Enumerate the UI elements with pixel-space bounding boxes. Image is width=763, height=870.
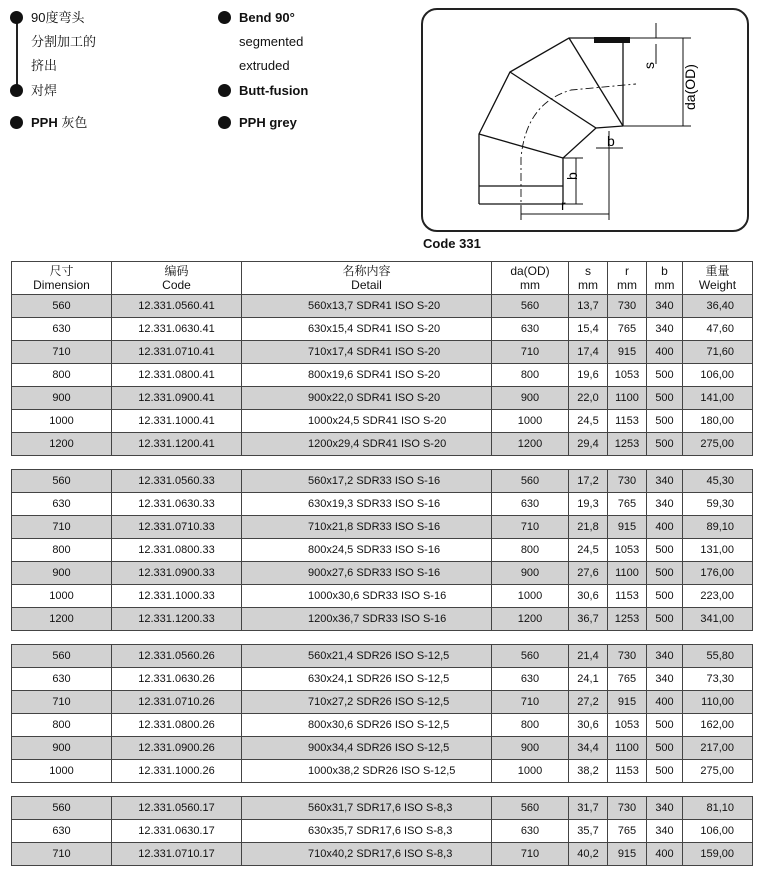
column-header-en: mm [578, 278, 598, 292]
bullet-icon [218, 84, 231, 97]
cell-da: 800 [492, 539, 569, 562]
cell-da: 560 [492, 797, 569, 820]
table-row [12, 539, 753, 562]
cell-da: 630 [492, 668, 569, 691]
cell-code: 12.331.1000.33 [112, 585, 242, 608]
cell-weight: 55,80 [683, 645, 753, 668]
cell-code: 12.331.0560.41 [112, 295, 242, 318]
spacer-cell [647, 783, 683, 797]
cell-code: 12.331.0710.26 [112, 691, 242, 714]
cell-detail: 630x15,4 SDR41 ISO S-20 [242, 318, 492, 341]
spacer-cell [112, 783, 242, 797]
spacer-cell [608, 456, 647, 470]
cell-da: 1200 [492, 433, 569, 456]
cell-weight: 176,00 [683, 562, 753, 585]
column-header-r [608, 262, 647, 295]
cell-weight: 180,00 [683, 410, 753, 433]
cell-da: 560 [492, 470, 569, 493]
cell-weight: 141,00 [683, 387, 753, 410]
cell-r: 1153 [608, 410, 647, 433]
cell-dimension: 800 [12, 364, 112, 387]
cell-weight: 106,00 [683, 364, 753, 387]
cell-da: 1000 [492, 760, 569, 783]
cell-da: 1200 [492, 608, 569, 631]
cell-detail: 1000x24,5 SDR41 ISO S-20 [242, 410, 492, 433]
cell-r: 1253 [608, 608, 647, 631]
dim-b-top-label: b [607, 133, 615, 149]
spacer-cell [569, 631, 608, 645]
table-row [12, 470, 753, 493]
cn-butt-fusion-label: 对焊 [31, 83, 58, 98]
cell-b: 340 [647, 820, 683, 843]
cell-r: 765 [608, 668, 647, 691]
cell-dimension: 1000 [12, 760, 112, 783]
cell-code: 12.331.0710.17 [112, 843, 242, 866]
column-header-da [492, 262, 569, 295]
spacer-cell [12, 456, 112, 470]
dimensions-table [11, 261, 753, 866]
spacer-cell [647, 631, 683, 645]
cell-s: 19,3 [569, 493, 608, 516]
cell-b: 500 [647, 539, 683, 562]
cn-segmented-label: 分割加工的 [31, 34, 97, 49]
cell-s: 22,0 [569, 387, 608, 410]
bend-drawing-svg [421, 8, 749, 232]
column-header-dimension [12, 262, 112, 295]
bullet-icon [218, 116, 231, 129]
table-row [12, 562, 753, 585]
cell-detail: 1200x36,7 SDR33 ISO S-16 [242, 608, 492, 631]
dim-s-label: s [641, 62, 657, 69]
column-header-en: Code [162, 278, 191, 292]
table-row [12, 341, 753, 364]
cell-weight: 223,00 [683, 585, 753, 608]
cell-detail: 560x31,7 SDR17,6 ISO S-8,3 [242, 797, 492, 820]
cell-da: 710 [492, 691, 569, 714]
cell-r: 1053 [608, 364, 647, 387]
cell-detail: 1200x29,4 SDR41 ISO S-20 [242, 433, 492, 456]
cell-weight: 47,60 [683, 318, 753, 341]
dim-r-label: r [561, 197, 566, 213]
cell-code: 12.331.0630.26 [112, 668, 242, 691]
cell-r: 765 [608, 820, 647, 843]
cell-s: 21,8 [569, 516, 608, 539]
cell-dimension: 1000 [12, 410, 112, 433]
cell-b: 340 [647, 668, 683, 691]
spacer-cell [12, 783, 112, 797]
cell-dimension: 710 [12, 516, 112, 539]
cell-dimension: 630 [12, 668, 112, 691]
spacer-cell [647, 456, 683, 470]
cell-r: 730 [608, 645, 647, 668]
cell-b: 500 [647, 737, 683, 760]
cell-code: 12.331.0800.26 [112, 714, 242, 737]
cell-r: 915 [608, 341, 647, 364]
cell-r: 1053 [608, 714, 647, 737]
spacer-cell [608, 783, 647, 797]
table-row [12, 737, 753, 760]
cell-r: 765 [608, 318, 647, 341]
cell-b: 340 [647, 295, 683, 318]
cell-s: 19,6 [569, 364, 608, 387]
cell-b: 500 [647, 714, 683, 737]
cell-da: 710 [492, 516, 569, 539]
cell-detail: 560x17,2 SDR33 ISO S-16 [242, 470, 492, 493]
cell-detail: 710x21,8 SDR33 ISO S-16 [242, 516, 492, 539]
en-pph-grey-label: PPH grey [239, 115, 297, 130]
cell-r: 730 [608, 295, 647, 318]
cell-weight: 81,10 [683, 797, 753, 820]
cell-dimension: 710 [12, 843, 112, 866]
cell-r: 915 [608, 843, 647, 866]
table-row [12, 645, 753, 668]
cell-s: 24,5 [569, 539, 608, 562]
cn-extruded-label: 挤出 [31, 58, 58, 73]
cell-da: 630 [492, 820, 569, 843]
cell-detail: 1000x38,2 SDR26 ISO S-12,5 [242, 760, 492, 783]
cell-s: 31,7 [569, 797, 608, 820]
table-row [12, 843, 753, 866]
technical-drawing [421, 8, 749, 232]
column-header-cn: 名称内容 [342, 264, 391, 278]
table-header-row [12, 262, 753, 295]
cell-dimension: 1200 [12, 608, 112, 631]
cell-weight: 59,30 [683, 493, 753, 516]
diagram-caption: Code 331 [423, 236, 481, 251]
bullet-icon [10, 11, 23, 24]
cell-code: 12.331.1200.33 [112, 608, 242, 631]
column-header-en: mm [520, 278, 540, 292]
table-row [12, 714, 753, 737]
table-row [12, 691, 753, 714]
cell-b: 500 [647, 364, 683, 387]
column-header-cn: 尺寸 [49, 264, 74, 278]
spacer-cell [112, 631, 242, 645]
cell-detail: 710x40,2 SDR17,6 ISO S-8,3 [242, 843, 492, 866]
en-extruded-label: extruded [239, 58, 290, 73]
cell-b: 340 [647, 470, 683, 493]
cell-detail: 710x17,4 SDR41 ISO S-20 [242, 341, 492, 364]
cell-b: 500 [647, 608, 683, 631]
cell-code: 12.331.0800.41 [112, 364, 242, 387]
cell-r: 730 [608, 470, 647, 493]
cn-pph-grey-label [31, 115, 87, 131]
column-header-cn: s [585, 264, 591, 278]
cn-bend-label: 90度弯头 [31, 10, 85, 25]
cell-dimension: 800 [12, 539, 112, 562]
cell-s: 30,6 [569, 585, 608, 608]
cell-b: 400 [647, 691, 683, 714]
cell-r: 1100 [608, 737, 647, 760]
cell-code: 12.331.0800.33 [112, 539, 242, 562]
cell-b: 500 [647, 433, 683, 456]
cell-b: 500 [647, 410, 683, 433]
cell-weight: 45,30 [683, 470, 753, 493]
cell-b: 500 [647, 387, 683, 410]
cell-r: 1100 [608, 387, 647, 410]
cell-s: 15,4 [569, 318, 608, 341]
spacer-cell [242, 631, 492, 645]
en-butt-fusion-label: Butt-fusion [239, 83, 309, 98]
cell-s: 13,7 [569, 295, 608, 318]
cell-detail: 800x19,6 SDR41 ISO S-20 [242, 364, 492, 387]
bullet-icon [10, 84, 23, 97]
legend-connector-line [16, 18, 18, 88]
cell-weight: 217,00 [683, 737, 753, 760]
cell-s: 24,1 [569, 668, 608, 691]
column-header-en: Dimension [33, 278, 90, 292]
cell-s: 38,2 [569, 760, 608, 783]
cell-dimension: 900 [12, 737, 112, 760]
table-row [12, 797, 753, 820]
cell-dimension: 560 [12, 295, 112, 318]
table-row [12, 493, 753, 516]
cell-code: 12.331.0560.33 [112, 470, 242, 493]
cell-detail: 630x24,1 SDR26 ISO S-12,5 [242, 668, 492, 691]
column-header-s [569, 262, 608, 295]
cell-r: 915 [608, 516, 647, 539]
cell-s: 17,2 [569, 470, 608, 493]
spacer-cell [569, 783, 608, 797]
cell-detail: 630x19,3 SDR33 ISO S-16 [242, 493, 492, 516]
cell-da: 560 [492, 295, 569, 318]
cell-weight: 275,00 [683, 433, 753, 456]
cell-weight: 106,00 [683, 820, 753, 843]
cell-code: 12.331.0630.33 [112, 493, 242, 516]
cell-detail: 900x22,0 SDR41 ISO S-20 [242, 387, 492, 410]
column-header-weight [683, 262, 753, 295]
cell-dimension: 630 [12, 318, 112, 341]
column-header-cn: da(OD) [510, 264, 550, 278]
cell-weight: 131,00 [683, 539, 753, 562]
cell-b: 400 [647, 341, 683, 364]
cell-s: 36,7 [569, 608, 608, 631]
table-row [12, 820, 753, 843]
cell-weight: 73,30 [683, 668, 753, 691]
cell-detail: 560x13,7 SDR41 ISO S-20 [242, 295, 492, 318]
cell-da: 1000 [492, 410, 569, 433]
cell-code: 12.331.0560.26 [112, 645, 242, 668]
cell-dimension: 710 [12, 691, 112, 714]
column-header-cn: 编码 [164, 264, 189, 278]
cell-da: 900 [492, 562, 569, 585]
cell-b: 500 [647, 760, 683, 783]
cell-weight: 162,00 [683, 714, 753, 737]
spacer-cell [492, 783, 569, 797]
cell-r: 1053 [608, 539, 647, 562]
table-row [12, 608, 753, 631]
cell-b: 400 [647, 516, 683, 539]
cell-r: 1253 [608, 433, 647, 456]
cell-weight: 275,00 [683, 760, 753, 783]
group-spacer [12, 456, 753, 470]
column-header-en: mm [654, 278, 675, 292]
cell-r: 1100 [608, 562, 647, 585]
spacer-cell [112, 456, 242, 470]
cell-detail: 710x27,2 SDR26 ISO S-12,5 [242, 691, 492, 714]
dim-b-side-label: b [564, 172, 580, 180]
cell-r: 730 [608, 797, 647, 820]
cell-code: 12.331.1000.26 [112, 760, 242, 783]
cell-da: 560 [492, 645, 569, 668]
cell-s: 27,2 [569, 691, 608, 714]
cell-weight: 159,00 [683, 843, 753, 866]
cell-weight: 110,00 [683, 691, 753, 714]
bullet-icon [10, 116, 23, 129]
cell-weight: 341,00 [683, 608, 753, 631]
cell-dimension: 1000 [12, 585, 112, 608]
cell-b: 340 [647, 645, 683, 668]
table-row [12, 516, 753, 539]
cell-b: 400 [647, 843, 683, 866]
en-segmented-label: segmented [239, 34, 304, 49]
cell-r: 765 [608, 493, 647, 516]
cell-code: 12.331.0900.41 [112, 387, 242, 410]
spacer-cell [683, 783, 753, 797]
cell-dimension: 560 [12, 797, 112, 820]
cell-detail: 800x30,6 SDR26 ISO S-12,5 [242, 714, 492, 737]
cell-code: 12.331.1000.41 [112, 410, 242, 433]
table-row [12, 364, 753, 387]
cell-dimension: 900 [12, 387, 112, 410]
cell-da: 630 [492, 493, 569, 516]
group-spacer [12, 631, 753, 645]
table-row [12, 585, 753, 608]
column-header-en: Weight [698, 278, 737, 292]
column-header-detail [242, 262, 492, 295]
cell-weight: 71,60 [683, 341, 753, 364]
cell-dimension: 1200 [12, 433, 112, 456]
spacer-cell [683, 631, 753, 645]
cell-da: 630 [492, 318, 569, 341]
cell-b: 340 [647, 493, 683, 516]
spacer-cell [492, 456, 569, 470]
cell-dimension: 630 [12, 493, 112, 516]
table-row [12, 295, 753, 318]
cn-pph-text: PPH [31, 115, 58, 130]
cell-weight: 36,40 [683, 295, 753, 318]
cell-detail: 560x21,4 SDR26 ISO S-12,5 [242, 645, 492, 668]
spacer-cell [608, 631, 647, 645]
cell-dimension: 710 [12, 341, 112, 364]
column-header-en: Detail [351, 278, 382, 292]
cell-s: 29,4 [569, 433, 608, 456]
spacer-cell [492, 631, 569, 645]
cell-dimension: 560 [12, 470, 112, 493]
cell-detail: 900x34,4 SDR26 ISO S-12,5 [242, 737, 492, 760]
spacer-cell [12, 631, 112, 645]
cell-code: 12.331.0900.26 [112, 737, 242, 760]
cell-r: 915 [608, 691, 647, 714]
cell-detail: 630x35,7 SDR17,6 ISO S-8,3 [242, 820, 492, 843]
dim-da-label: da(OD) [682, 64, 698, 110]
table-row [12, 760, 753, 783]
column-header-en: mm [617, 278, 637, 292]
cell-b: 500 [647, 585, 683, 608]
cell-b: 340 [647, 318, 683, 341]
table-row [12, 410, 753, 433]
cn-grey-text: 灰色 [61, 115, 88, 130]
cell-r: 1153 [608, 585, 647, 608]
table-row [12, 433, 753, 456]
column-header-cn: r [625, 264, 629, 278]
cell-s: 30,6 [569, 714, 608, 737]
cell-s: 24,5 [569, 410, 608, 433]
cell-weight: 89,10 [683, 516, 753, 539]
cell-dimension: 560 [12, 645, 112, 668]
cell-da: 800 [492, 364, 569, 387]
product-header [0, 0, 420, 140]
column-header-cn: b [661, 264, 668, 278]
cell-code: 12.331.0630.17 [112, 820, 242, 843]
cell-detail: 900x27,6 SDR33 ISO S-16 [242, 562, 492, 585]
table-row [12, 387, 753, 410]
cell-code: 12.331.1200.41 [112, 433, 242, 456]
spacer-cell [569, 456, 608, 470]
cell-da: 900 [492, 387, 569, 410]
cell-s: 40,2 [569, 843, 608, 866]
cell-detail: 1000x30,6 SDR33 ISO S-16 [242, 585, 492, 608]
cell-s: 27,6 [569, 562, 608, 585]
cell-da: 800 [492, 714, 569, 737]
column-header-b [647, 262, 683, 295]
table-row [12, 318, 753, 341]
cell-code: 12.331.0710.33 [112, 516, 242, 539]
cell-da: 710 [492, 843, 569, 866]
column-header-code [112, 262, 242, 295]
spacer-cell [242, 456, 492, 470]
cell-dimension: 630 [12, 820, 112, 843]
group-spacer [12, 783, 753, 797]
cell-b: 340 [647, 797, 683, 820]
cell-r: 1153 [608, 760, 647, 783]
cell-da: 1000 [492, 585, 569, 608]
table-row [12, 668, 753, 691]
cell-code: 12.331.0900.33 [112, 562, 242, 585]
cell-detail: 800x24,5 SDR33 ISO S-16 [242, 539, 492, 562]
cell-code: 12.331.0630.41 [112, 318, 242, 341]
cell-da: 900 [492, 737, 569, 760]
cell-code: 12.331.0560.17 [112, 797, 242, 820]
bullet-icon [218, 11, 231, 24]
spacer-cell [242, 783, 492, 797]
cell-s: 21,4 [569, 645, 608, 668]
cell-da: 710 [492, 341, 569, 364]
cell-s: 17,4 [569, 341, 608, 364]
spacer-cell [683, 456, 753, 470]
cell-code: 12.331.0710.41 [112, 341, 242, 364]
cell-dimension: 900 [12, 562, 112, 585]
column-header-cn: 重量 [705, 264, 730, 278]
cell-b: 500 [647, 562, 683, 585]
cell-s: 34,4 [569, 737, 608, 760]
cell-s: 35,7 [569, 820, 608, 843]
cell-dimension: 800 [12, 714, 112, 737]
en-bend-label: Bend 90° [239, 10, 295, 25]
